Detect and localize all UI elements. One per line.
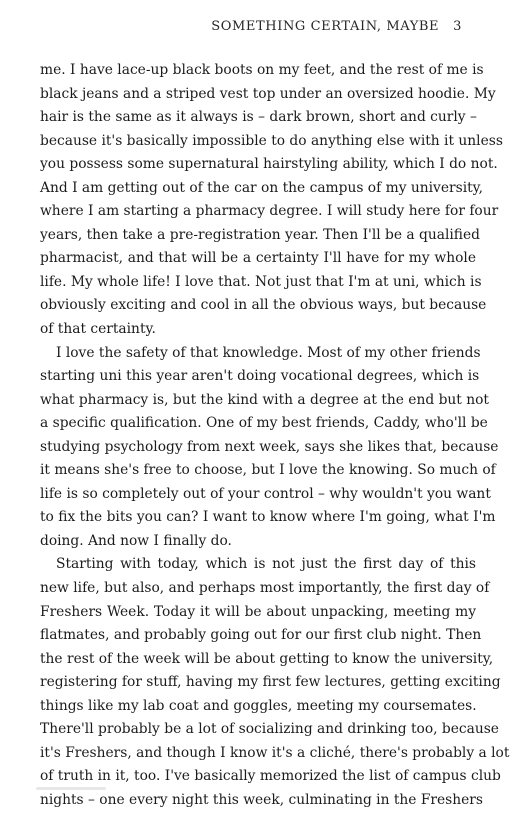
page-edge-mark bbox=[36, 787, 106, 790]
text-line: because it's basically impossible to do anything else with it unless bbox=[40, 132, 503, 149]
text-line: of truth in it, too. I've basically memorized the list of campus club bbox=[40, 768, 501, 785]
text-line: pharmacist, and that will be a certainty I'll have for my whole bbox=[40, 250, 476, 267]
page-number: 3 bbox=[453, 19, 462, 34]
text-line: me. I have lace-up black boots on my feet, and the rest of me is bbox=[40, 62, 484, 78]
text-line: Starting with today, which is not just the first day of this bbox=[56, 556, 476, 573]
text-line: doing. And now I finally do. bbox=[40, 532, 232, 549]
text-line: years, then take a pre-registration year. Then I'll be a qualified bbox=[40, 226, 481, 243]
text-line: to fix the bits you can? I want to know where I'm going, what I'm bbox=[40, 509, 496, 526]
text-line: things like my lab coat and goggles, meeting my coursemates. bbox=[40, 697, 477, 714]
running-header-title: SOMETHING CERTAIN, MAYBE bbox=[211, 19, 440, 34]
text-line: new life, but also, and perhaps most importantly, the first day of bbox=[40, 580, 490, 597]
text-line: it's Freshers, and though I know it's a cliché, there's probably a lot bbox=[40, 744, 510, 761]
text-line: obviously exciting and cool in all the obvious ways, but because bbox=[40, 297, 487, 314]
body-text bbox=[40, 59, 510, 813]
text-line: of that certainty. bbox=[40, 321, 156, 338]
text-line: flatmates, and probably going out for our first club night. Then bbox=[40, 627, 482, 644]
text-line: studying psychology from next week, says she likes that, because bbox=[40, 438, 499, 455]
text-line: a specific qualification. One of my best friends, Caddy, who'll be bbox=[40, 415, 488, 432]
text-line: nights – one every night this week, culminating in the Freshers bbox=[40, 791, 483, 808]
text-line: black jeans and a striped vest top under an oversized hoodie. My bbox=[40, 85, 496, 102]
running-header bbox=[211, 19, 462, 34]
text-line: starting uni this year aren't doing vocational degrees, which is bbox=[40, 368, 480, 385]
text-line: what pharmacy is, but the kind with a degree at the end but not bbox=[40, 391, 489, 408]
text-line: life is so completely out of your control – why wouldn't you want bbox=[40, 485, 491, 502]
text-line: And I am getting out of the car on the campus of my university, bbox=[40, 179, 483, 196]
text-line: Freshers Week. Today it will be about unpacking, meeting my bbox=[40, 603, 476, 620]
text-line: hair is the same as it always is – dark brown, short and curly – bbox=[40, 109, 477, 126]
text-line: life. My whole life! I love that. Not just that I'm at uni, which is bbox=[40, 273, 482, 290]
text-line: the rest of the week will be about getting to know the university, bbox=[40, 650, 494, 667]
text-line: where I am starting a pharmacy degree. I will study here for four bbox=[40, 203, 499, 220]
text-line: I love the safety of that knowledge. Most of my other friends bbox=[56, 344, 481, 361]
text-line: you possess some supernatural hairstyling ability, which I do not. bbox=[40, 156, 498, 173]
text-line: it means she's free to choose, but I love the knowing. So much of bbox=[40, 462, 496, 479]
text-line: registering for stuff, having my first few lectures, getting exciting bbox=[40, 674, 501, 691]
text-line: There'll probably be a lot of socializing and drinking too, because bbox=[40, 721, 499, 738]
